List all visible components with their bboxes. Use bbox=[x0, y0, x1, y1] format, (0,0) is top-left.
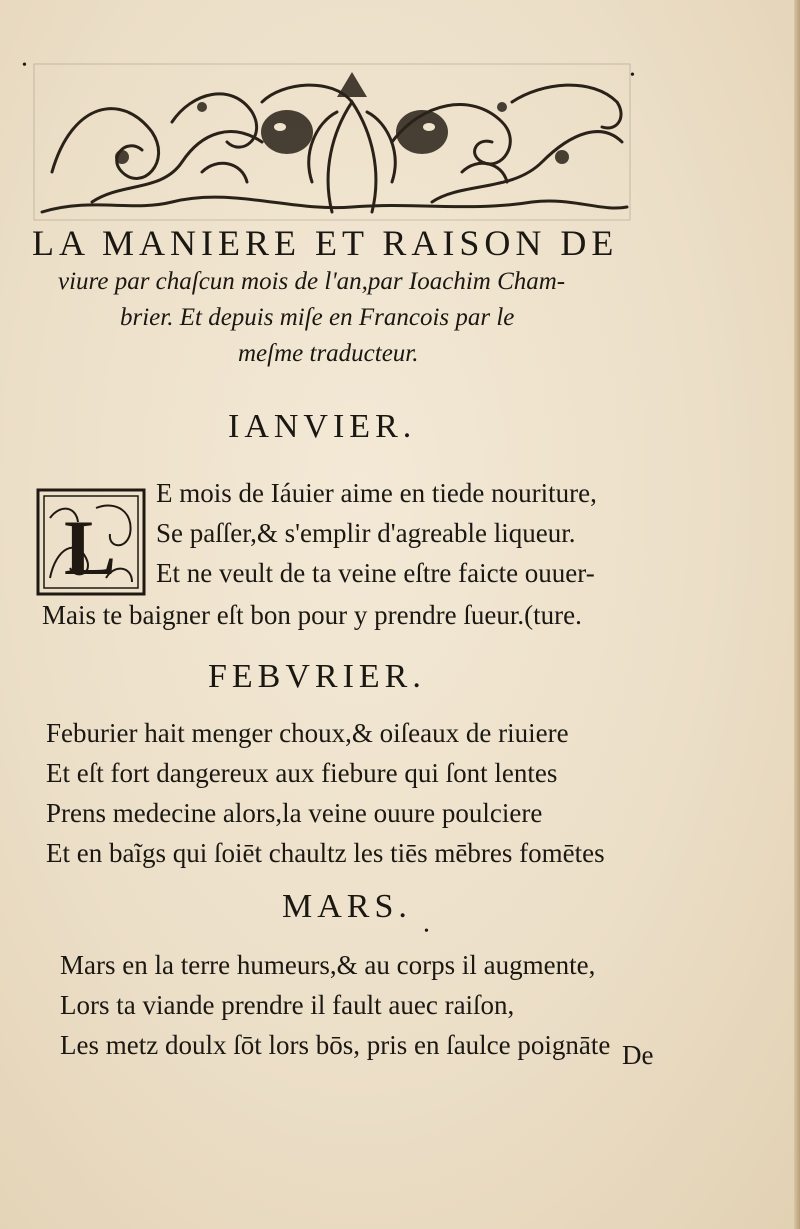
initial-letter: L bbox=[64, 504, 117, 591]
verse-line: Les metz doulx ſōt lors bōs, pris en ſaulce poignāte bbox=[60, 1030, 611, 1060]
verse-line: Et ne veult de ta veine eſtre faicte ouuer- bbox=[156, 558, 595, 588]
title-subline: meſme traducteur. bbox=[238, 340, 419, 367]
month-heading-ianvier: IANVIER. bbox=[228, 408, 417, 445]
month-heading-febvrier: FEBVRIER. bbox=[208, 658, 426, 695]
verse-line: Mars en la terre humeurs,& au corps il augmente, bbox=[60, 950, 596, 980]
verse-line: Lors ta viande prendre il fault auec raiſon, bbox=[60, 990, 515, 1020]
ornamental-headpiece bbox=[32, 62, 632, 222]
ink-dot: • bbox=[22, 58, 27, 73]
verse-line: Mais te baigner eſt bon pour y prendre ſueur.(ture. bbox=[42, 600, 582, 630]
book-title: LA MANIERE ET RAISON DE bbox=[32, 223, 619, 263]
ink-dot: • bbox=[424, 924, 429, 939]
ink-dot: • bbox=[630, 68, 635, 83]
title-subline: brier. Et depuis miſe en Francois par le bbox=[120, 304, 515, 331]
page-edge bbox=[794, 0, 800, 1229]
verse-line: Et en baĩgs qui ſoiēt chaultz les tiēs mēbres fomētes bbox=[46, 838, 605, 868]
verse-line: Se paſſer,& s'emplir d'agreable liqueur. bbox=[156, 518, 576, 548]
verse-line: Prens medecine alors,la veine ouure poulciere bbox=[46, 798, 543, 828]
month-heading-mars: MARS. bbox=[282, 888, 412, 925]
verse-line: E mois de Iáuier aime en tiede nouriture, bbox=[156, 478, 597, 508]
decorated-initial-l bbox=[36, 488, 146, 596]
catchword: De bbox=[622, 1040, 654, 1070]
title-subline: viure par chaſcun mois de l'an,par Ioachim Cham- bbox=[58, 268, 566, 295]
verse-line: Et eſt fort dangereux aux fiebure qui ſont lentes bbox=[46, 758, 558, 788]
verse-line: Feburier hait menger choux,& oiſeaux de riuiere bbox=[46, 718, 569, 748]
